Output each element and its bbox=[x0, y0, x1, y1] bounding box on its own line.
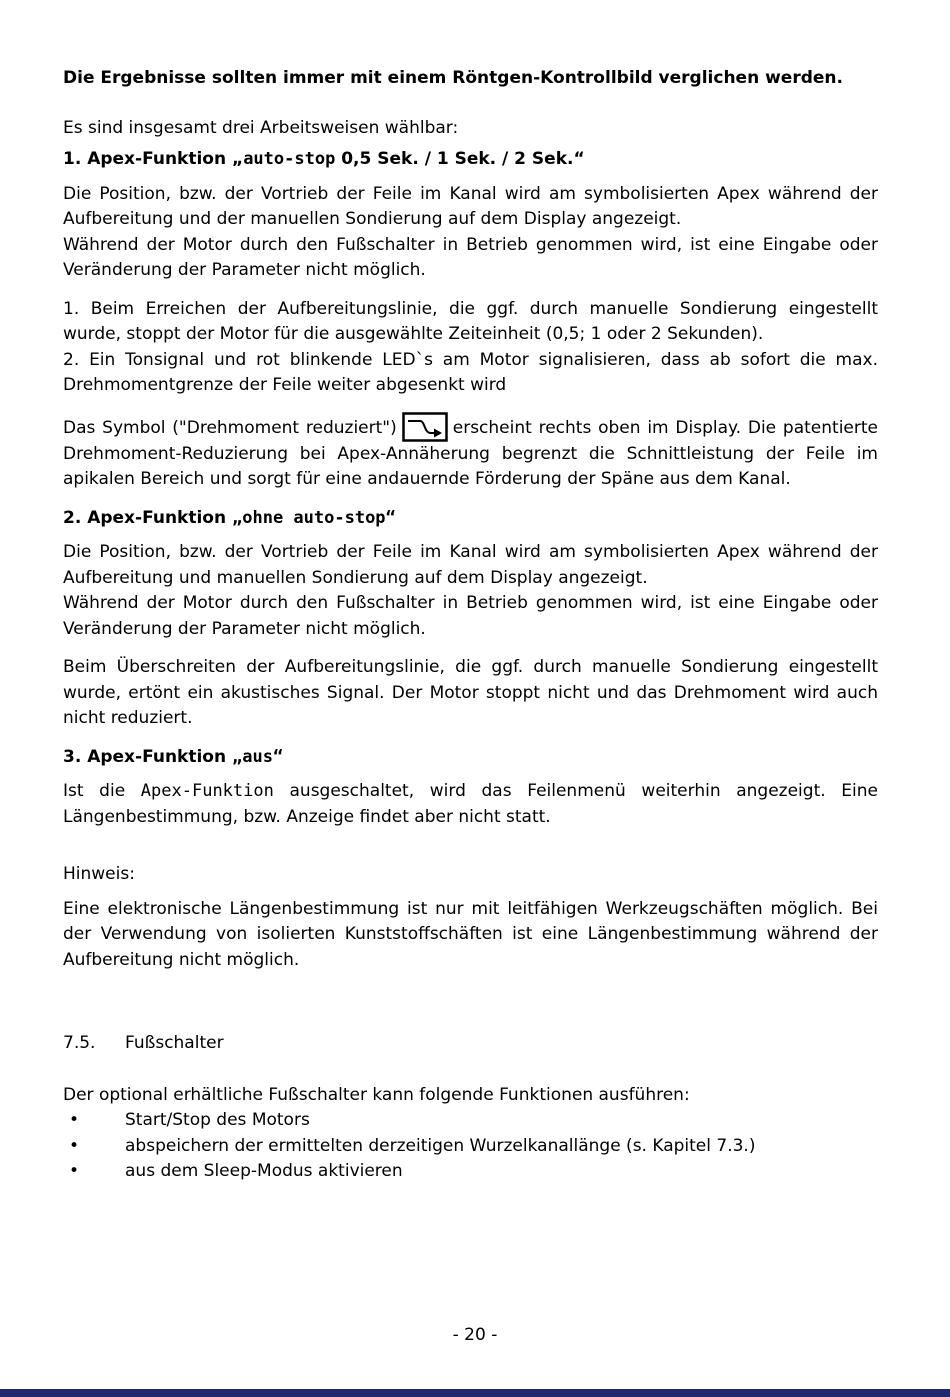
apex2-paragraph-position bbox=[63, 540, 878, 642]
heading-apex-auto-stop bbox=[63, 147, 878, 173]
symbol-text-after: erscheint rechts oben im Display. Die patentierte Drehmoment-Reduzierung bei Apex-Annäherung begrenzt die Schnittleistung der Feile im apikalen Bereich und sorgt für eine andauernde Förderung der Späne aus dem Kanal. bbox=[63, 417, 878, 489]
apex2-paragraph-signal: Beim Überschreiten der Aufbereitungslinie, die ggf. durch manuelle Sondierung eingestellt wurde, ertönt ein akustisches Signal. Der Motor stoppt nicht und das Drehmoment wird auch nicht reduziert. bbox=[63, 657, 878, 728]
list-item bbox=[63, 1108, 878, 1134]
apex3-mono-term: Apex-Funktion bbox=[140, 781, 274, 801]
heading-apex-ohne-auto-stop bbox=[63, 506, 878, 532]
footswitch-intro: Der optional erhältliche Fußschalter kann folgende Funktionen ausführen: bbox=[63, 1084, 690, 1105]
list-item bbox=[63, 1159, 878, 1185]
bullet-icon: • bbox=[69, 1135, 80, 1156]
apex1-paragraph-symbol bbox=[63, 412, 878, 493]
modes-intro-line: Es sind insgesamt drei Arbeitsweisen wählbar: bbox=[63, 117, 459, 138]
paragraph-line: 2. Ein Tonsignal und rot blinkende LED`s am Motor signalisieren, dass ab sofort die max. Drehmomentgrenze der Feile weiter abgesenkt wird bbox=[63, 349, 878, 395]
heading-prefix: 1. Apex-Funktion „ bbox=[63, 149, 244, 169]
heading-mono-aus: „aus“ bbox=[232, 746, 284, 767]
torque-reduced-icon bbox=[402, 412, 448, 442]
paragraph-line: Während der Motor durch den Fußschalter in Betrieb genommen wird, ist eine Eingabe oder Veränderung der Parameter nicht möglich. bbox=[63, 593, 878, 639]
heading-mono-auto-stop: auto-stop bbox=[243, 149, 336, 169]
bullet-icon: • bbox=[69, 1161, 80, 1181]
section-number: 7.5. bbox=[63, 1033, 96, 1053]
section-title: Fußschalter bbox=[125, 1033, 224, 1053]
apex3-paragraph bbox=[63, 779, 878, 830]
hinweis-label: Hinweis: bbox=[63, 864, 135, 884]
heading-prefix: 2. Apex-Funktion bbox=[63, 507, 233, 528]
bullet-icon: • bbox=[69, 1110, 80, 1130]
heading-mono-ohne-auto-stop: „ohne auto-stop“ bbox=[232, 507, 396, 528]
apex1-paragraph-behavior bbox=[63, 297, 878, 399]
intro-bold-note: Die Ergebnisse sollten immer mit einem Röntgen-Kontrollbild verglichen werden. bbox=[63, 68, 843, 88]
bottom-border-bar bbox=[0, 1389, 950, 1397]
heading-prefix: 3. Apex-Funktion bbox=[63, 746, 233, 767]
section-7-5-heading bbox=[63, 1031, 878, 1057]
list-item bbox=[63, 1134, 878, 1160]
heading-apex-aus bbox=[63, 745, 878, 771]
apex3-text-after: ausgeschaltet, wird das Feilenmenü weiterhin angezeigt. Eine Längenbestimmung, bzw. Anzeige findet aber nicht statt. bbox=[63, 781, 878, 827]
bullet-text: Start/Stop des Motors bbox=[125, 1110, 310, 1130]
heading-suffix: 0,5 Sek. / 1 Sek. / 2 Sek.“ bbox=[335, 149, 585, 169]
apex3-text-before: Ist die bbox=[63, 781, 141, 801]
page-number: - 20 - bbox=[452, 1325, 498, 1345]
hinweis-paragraph: Eine elektronische Längenbestimmung ist nur mit leitfähigen Werkzeugschäften möglich. Bei der Verwendung von isolierten Kunststoffschäften ist eine Längenbestimmung während der Aufbereitung nicht möglich. bbox=[63, 898, 878, 970]
paragraph-line: Die Position, bzw. der Vortrieb der Feile im Kanal wird am symbolisierten Apex während der Aufbereitung und manuellen Sondierung auf dem Display angezeigt. bbox=[63, 542, 878, 588]
paragraph-line: 1. Beim Erreichen der Aufbereitungslinie, die ggf. durch manuelle Sondierung eingestellt wurde, stoppt der Motor für die ausgewählte Zeiteinheit (0,5; 1 oder 2 Sekunden). bbox=[63, 298, 878, 344]
paragraph-line: Während der Motor durch den Fußschalter in Betrieb genommen wird, ist eine Eingabe oder Veränderung der Parameter nicht möglich. bbox=[63, 234, 878, 280]
apex1-paragraph-position bbox=[63, 182, 878, 284]
bullet-text: abspeichern der ermittelten derzeitigen Wurzelkanallänge (s. Kapitel 7.3.) bbox=[125, 1135, 756, 1156]
bullet-text: aus dem Sleep-Modus aktivieren bbox=[125, 1161, 403, 1181]
paragraph-line: Die Position, bzw. der Vortrieb der Feile im Kanal wird am symbolisierten Apex während der Aufbereitung und der manuellen Sondierung auf dem Display angezeigt. bbox=[63, 183, 878, 229]
symbol-text-before: Das Symbol ("Drehmoment reduziert") bbox=[63, 417, 397, 438]
